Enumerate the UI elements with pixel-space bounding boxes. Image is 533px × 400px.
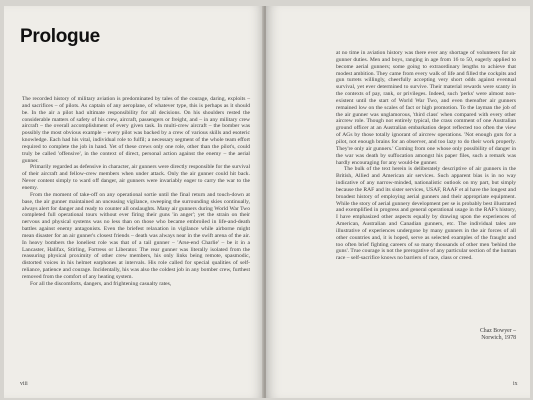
paragraph: From the moment of take-off on any operational sortie until the final return and touch-down at base, the air gunner maintained an unceasing vigilance, sweeping the surrounding skies continually, always alert for danger and ready to counter all onslaughts. Many air gunners during World War Two completed full operational tours without ever firing their guns 'in anger'; yet the strain on their nervous and physical systems was no less than on those who became embroiled in life-and-death battles against enemy antagonists. Even the briefest relaxation in vigilance while airborne might mean disaster for an air gunner's closest friends – death was always near in the swift arena of the air. In heavy bombers the loneliest role was that of a tail gunner – 'Arse-end Charlie' – be it in a Lancaster, Halifax, Stirling, Fortress or Liberator. The rear gunner was literally isolated from the reassuring physical proximity of other crew members, his only links being remote, spasmodic, distorted voices in his helmet earphones at intervals. His role called for special qualities of self-reliance, patience and courage. Incidentally, his was also the coldest job in any bomber crew, furthest removed from the comfort of any heating system. [22, 191, 250, 280]
signature-name: Chaz Bowyer – [479, 328, 516, 334]
page-number: ix [513, 381, 518, 387]
author-signature [336, 328, 516, 342]
right-body-text [336, 50, 516, 262]
page-title: Prologue [20, 26, 100, 47]
paragraph: The bulk of the text herein is deliberately descriptive of air gunners in the British, Allied and American air services. Such apparent bias is in no way indicative of any narrow-minded, nationalistic outlook on my part, but simply because the RAF and its sister services, USAF, RAAF et al have the longest and broadest history of employing aerial gunners and their appropriate equipment. While the story of aerial gunnery development per se is probably best illustrated and exemplified in progress and general operational usage in the RAF's history, I have emphasized other aspects equally by drawing upon the experiences of American, Australian and Canadian gunners, etc. The individual tales are illustrative of experiences undergone by many gunners in the air forces of all other countries and, it is hoped, serve as selected examples of the fraught and too often brief fighting careers of so many thousands of other men 'behind the guns'. True courage is not the prerogative of any particular section of the human race – self-sacrifice knows no barriers of race, class or creed. [336, 166, 516, 262]
paragraph: For all the discomforts, dangers, and frightening casualty rates, [30, 280, 172, 287]
paragraph: The recorded history of military aviation is predominated by tales of the courage, daring, exploits – and sacrifices – of pilots. As captain of any aeroplane, of whatever type, this is perhaps as it should be. In the air a pilot had ultimate responsibility for all decisions. On his shoulders rested the considerable matters of safety of his crew, aircraft, passengers or freight, and – in any military crew aircraft – the overall accomplishment of every given task. In multi-crew aircraft – the bomber was possibly the most obvious example – every pilot was backed by a crew of various skills and esoteric knowledge. Each had his vital, individual role to fulfil; a necessary segment of the whole team effort required to complete the job in hand. Yet of these crews only one role, other than the pilot's, could truly be called 'offensive', in the context of direct, personal action against the enemy – the aerial gunner. [22, 96, 250, 164]
left-page [4, 6, 264, 398]
paragraph: at no time in aviation history was there ever any shortage of volunteers for air gunner duties. Men and boys, ranging in age from 16 to 50, eagerly applied to become aerial gunners; some going to extraordinary lengths to achieve that modest ambition. They came from every walk of life and filled the cockpits and gun turrets willingly, cheerfully accepting very short odds against eventual survival, yet ever determined to survive. Their material rewards were scanty in the contexts of pay, rank, or privileges. Indeed, such 'perks' were almost non-existent until the start of World War Two, and even thereafter air gunners remained low on the scales of fact or high promotion. To the layman the job of the air gunner was unglamorous, 'third class' when compared with every other aircrew role. Though not entirely typical, the crass comment of one Australian ground officer at an Australian embarkation depot reflected too often the view of AGs by those totally ignorant of aircrew operations. 'Not enough guts for a pilot, not enough brains for an observer, and too lazy to do their work properly. They're only air gunners.' Coming from one whose only possibility of danger in the war was death by suffocation amongst his paper files, such a remark was hardly encouraging for any would-be gunner. [336, 50, 516, 166]
paragraph: Primarily regarded as defensive in character, air gunners were directly responsible for the survival of their aircraft and fellow-crew members when under attack. Only the air gunner could hit back. Never content simply to ward off danger, air gunners were invariably eager to carry the war to the enemy. [22, 164, 250, 191]
right-page [266, 6, 530, 398]
left-body-text [22, 96, 250, 288]
page-number: viii [20, 381, 28, 387]
signature-place-date: Norwich, 1978 [481, 335, 516, 341]
